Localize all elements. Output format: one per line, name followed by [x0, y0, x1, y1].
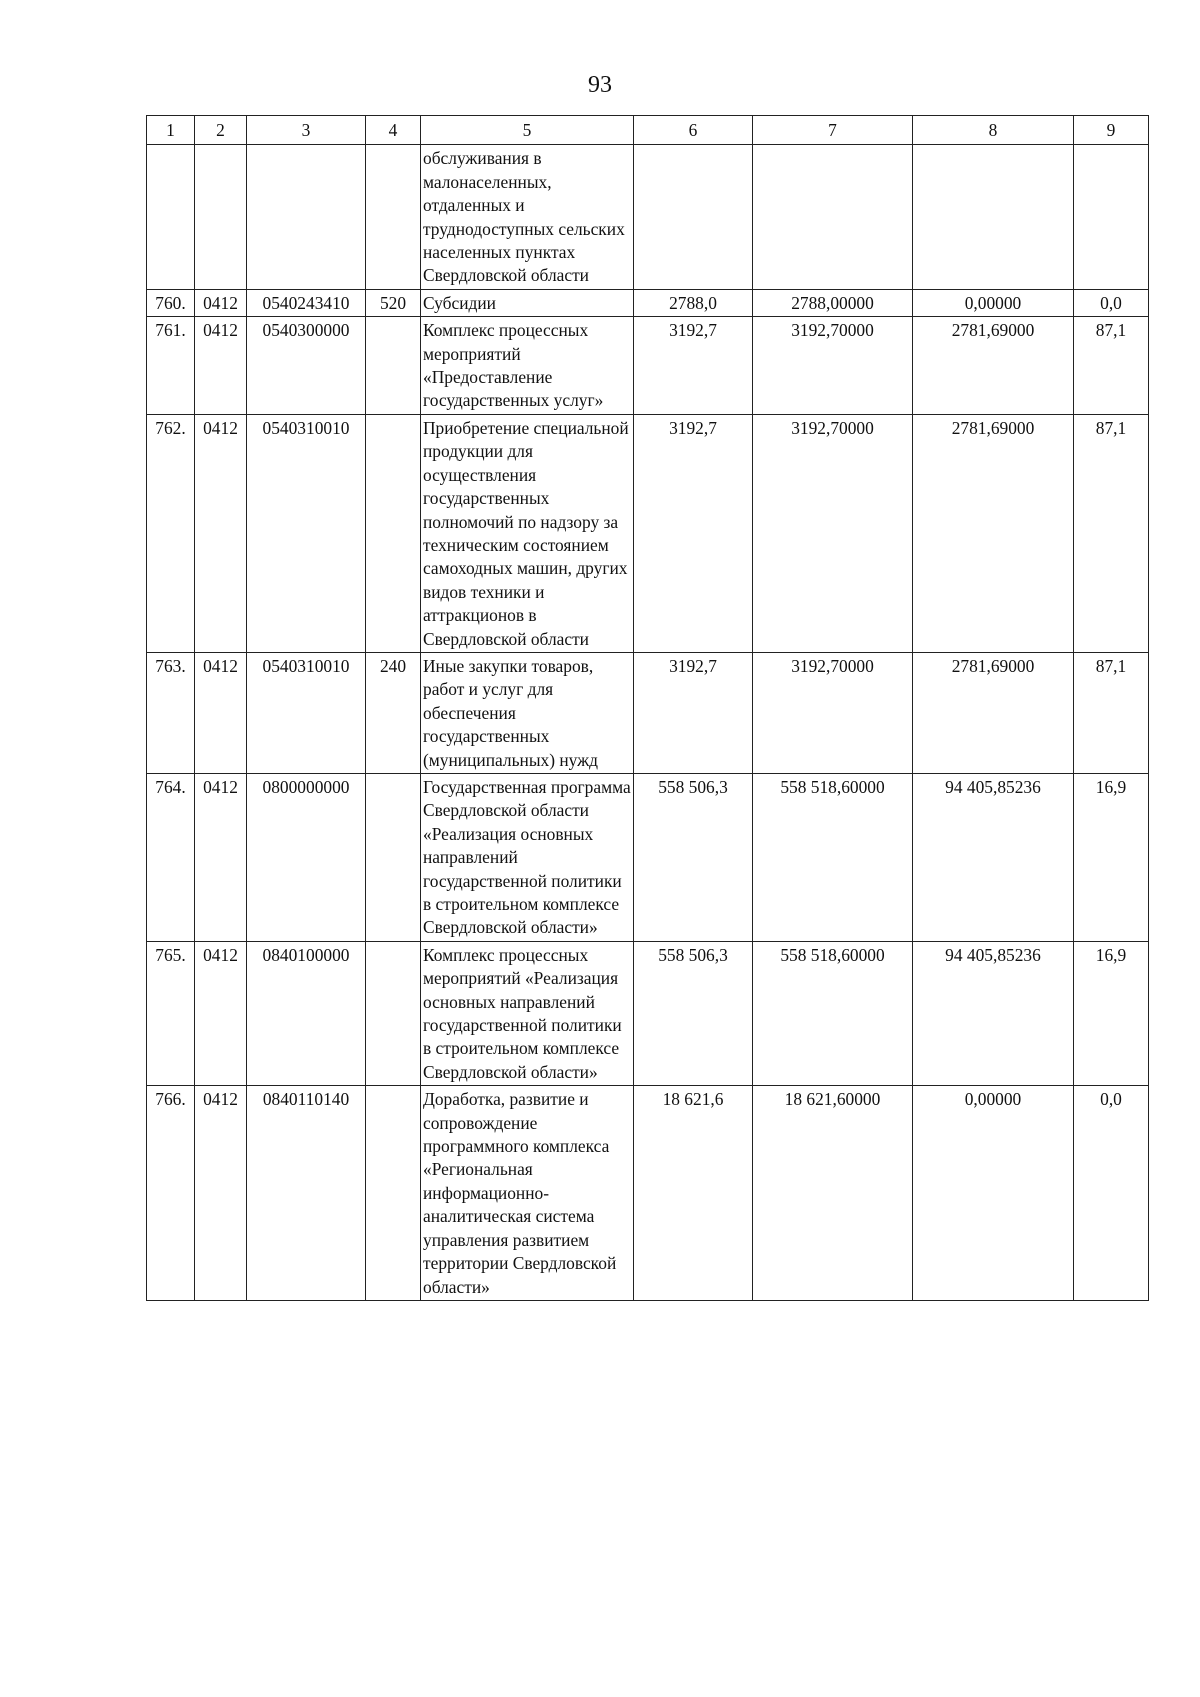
value-column-8-cell: 0,00000	[913, 1086, 1074, 1301]
table-row	[147, 652, 1149, 773]
column-header: 7	[753, 116, 913, 145]
table-row	[147, 941, 1149, 1085]
value-column-6-cell: 558 506,3	[634, 773, 753, 941]
value-column-7-cell: 558 518,60000	[753, 941, 913, 1085]
section-code-cell	[195, 145, 247, 289]
value-column-6-cell: 3192,7	[634, 652, 753, 773]
column-header: 4	[366, 116, 421, 145]
table-row	[147, 1086, 1149, 1301]
percent-column-9-cell: 0,0	[1074, 1086, 1149, 1301]
target-article-code-cell: 0540310010	[247, 652, 366, 773]
value-column-6-cell: 3192,7	[634, 414, 753, 652]
value-column-7-cell: 2788,00000	[753, 289, 913, 316]
percent-column-9-cell: 16,9	[1074, 941, 1149, 1085]
row-number-cell	[147, 145, 195, 289]
target-article-code-cell: 0800000000	[247, 773, 366, 941]
column-header: 1	[147, 116, 195, 145]
expense-type-cell	[366, 414, 421, 652]
item-name-cell: Доработка, развитие и сопровождение программного комплекса «Региональная информационно-аналитическая система управления развитием территории Свердловской области»	[421, 1086, 634, 1301]
value-column-8-cell: 94 405,85236	[913, 773, 1074, 941]
item-name-cell: Субсидии	[421, 289, 634, 316]
column-header: 5	[421, 116, 634, 145]
row-number-cell: 762.	[147, 414, 195, 652]
value-column-8-cell: 2781,69000	[913, 317, 1074, 415]
item-name-cell: Государственная программа Свердловской области «Реализация основных направлений государственной политики в строительном комплексе Свердловской области»	[421, 773, 634, 941]
section-code-cell: 0412	[195, 414, 247, 652]
percent-column-9-cell: 0,0	[1074, 289, 1149, 316]
budget-table	[146, 115, 1149, 1301]
percent-column-9-cell	[1074, 145, 1149, 289]
target-article-code-cell: 0540310010	[247, 414, 366, 652]
value-column-7-cell: 3192,70000	[753, 652, 913, 773]
item-name-cell: Комплекс процессных мероприятий «Предоставление государственных услуг»	[421, 317, 634, 415]
item-name-cell: обслуживания в малонаселенных, отдаленных и труднодоступных сельских населенных пунктах Свердловской области	[421, 145, 634, 289]
percent-column-9-cell: 16,9	[1074, 773, 1149, 941]
target-article-code-cell	[247, 145, 366, 289]
row-number-cell: 764.	[147, 773, 195, 941]
value-column-6-cell: 18 621,6	[634, 1086, 753, 1301]
section-code-cell: 0412	[195, 652, 247, 773]
column-header: 2	[195, 116, 247, 145]
value-column-8-cell: 0,00000	[913, 289, 1074, 316]
value-column-7-cell: 558 518,60000	[753, 773, 913, 941]
value-column-7-cell: 3192,70000	[753, 414, 913, 652]
expense-type-cell	[366, 145, 421, 289]
value-column-6-cell	[634, 145, 753, 289]
value-column-7-cell: 3192,70000	[753, 317, 913, 415]
value-column-7-cell	[753, 145, 913, 289]
value-column-7-cell: 18 621,60000	[753, 1086, 913, 1301]
column-header: 6	[634, 116, 753, 145]
value-column-8-cell: 2781,69000	[913, 414, 1074, 652]
percent-column-9-cell: 87,1	[1074, 317, 1149, 415]
item-name-cell: Приобретение специальной продукции для осуществления государственных полномочий по надзору за техническим состоянием самоходных машин, других видов техники и аттракционов в Свердловской области	[421, 414, 634, 652]
target-article-code-cell: 0540300000	[247, 317, 366, 415]
section-code-cell: 0412	[195, 773, 247, 941]
target-article-code-cell: 0540243410	[247, 289, 366, 316]
table-row	[147, 773, 1149, 941]
value-column-8-cell: 94 405,85236	[913, 941, 1074, 1085]
value-column-6-cell: 558 506,3	[634, 941, 753, 1085]
row-number-cell: 766.	[147, 1086, 195, 1301]
row-number-cell: 765.	[147, 941, 195, 1085]
target-article-code-cell: 0840100000	[247, 941, 366, 1085]
row-number-cell: 761.	[147, 317, 195, 415]
column-header: 8	[913, 116, 1074, 145]
column-header: 9	[1074, 116, 1149, 145]
value-column-8-cell: 2781,69000	[913, 652, 1074, 773]
section-code-cell: 0412	[195, 317, 247, 415]
expense-type-cell	[366, 773, 421, 941]
item-name-cell: Комплекс процессных мероприятий «Реализация основных направлений государственной политики в строительном комплексе Свердловской области»	[421, 941, 634, 1085]
table-header-row	[147, 116, 1149, 145]
row-number-cell: 760.	[147, 289, 195, 316]
section-code-cell: 0412	[195, 1086, 247, 1301]
expense-type-cell: 240	[366, 652, 421, 773]
value-column-6-cell: 3192,7	[634, 317, 753, 415]
expense-type-cell	[366, 941, 421, 1085]
value-column-8-cell	[913, 145, 1074, 289]
page-number: 93	[588, 72, 612, 98]
column-header: 3	[247, 116, 366, 145]
table-row	[147, 145, 1149, 289]
item-name-cell: Иные закупки товаров, работ и услуг для обеспечения государственных (муниципальных) нужд	[421, 652, 634, 773]
expense-type-cell	[366, 1086, 421, 1301]
row-number-cell: 763.	[147, 652, 195, 773]
table-row	[147, 414, 1149, 652]
expense-type-cell	[366, 317, 421, 415]
table-row	[147, 289, 1149, 316]
section-code-cell: 0412	[195, 941, 247, 1085]
percent-column-9-cell: 87,1	[1074, 652, 1149, 773]
section-code-cell: 0412	[195, 289, 247, 316]
expense-type-cell: 520	[366, 289, 421, 316]
value-column-6-cell: 2788,0	[634, 289, 753, 316]
percent-column-9-cell: 87,1	[1074, 414, 1149, 652]
table-row	[147, 317, 1149, 415]
target-article-code-cell: 0840110140	[247, 1086, 366, 1301]
